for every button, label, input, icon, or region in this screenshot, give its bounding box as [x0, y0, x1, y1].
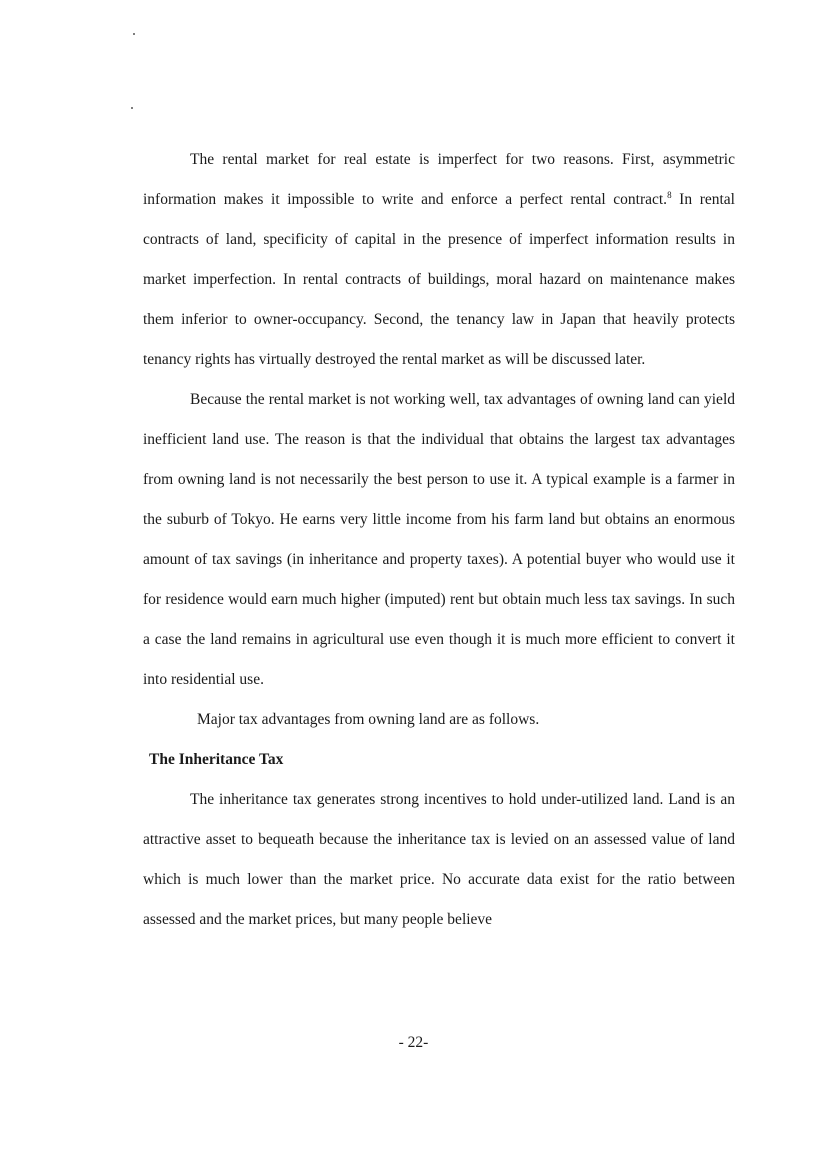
scan-speck: [131, 107, 133, 109]
scan-speck: [133, 33, 135, 35]
section-heading: The Inheritance Tax: [149, 751, 284, 768]
page-number: - 22-: [398, 1034, 429, 1051]
paragraph-text: In rental contracts of land, specificity of capital in the presence of imperfect information results in market imperfection. In rental contracts of buildings, moral hazard on maintenance makes them inferior to owner-occupancy. Second, the tenancy law in Japan that heavily protects tenancy rights has virtually destroyed the rental market as will be discussed later.: [143, 191, 735, 368]
paragraph-text: The rental market for real estate is imperfect for two reasons. First, asymmetric information makes it impossible to write and enforce a perfect rental contract.: [143, 151, 735, 208]
document-body: [143, 140, 735, 940]
paragraph-major-advantages: Major tax advantages from owning land are as follows.: [197, 711, 540, 728]
footnote-marker: 8: [667, 190, 672, 200]
paragraph-rental-market: [143, 140, 735, 380]
paragraph-tax-advantages: Because the rental market is not working well, tax advantages of owning land can yield inefficient land use. The reason is that the individual that obtains the largest tax advantages from owning land is not necessarily the best person to use it. A typical example is a farmer in the suburb of Tokyo. He earns very little income from his farm land but obtains an enormous amount of tax savings (in inheritance and property taxes). A potential buyer who would use it for residence would earn much higher (imputed) rent but obtain much less tax savings. In such a case the land remains in agricultural use even though it is much more efficient to convert it into residential use.: [143, 391, 735, 688]
paragraph-inheritance-tax: The inheritance tax generates strong incentives to hold under-utilized land. Land is an attractive asset to bequeath because the inheritance tax is levied on an assessed value of land which is much lower than the market price. No accurate data exist for the ratio between assessed and the market prices, but many people believe: [143, 791, 735, 928]
